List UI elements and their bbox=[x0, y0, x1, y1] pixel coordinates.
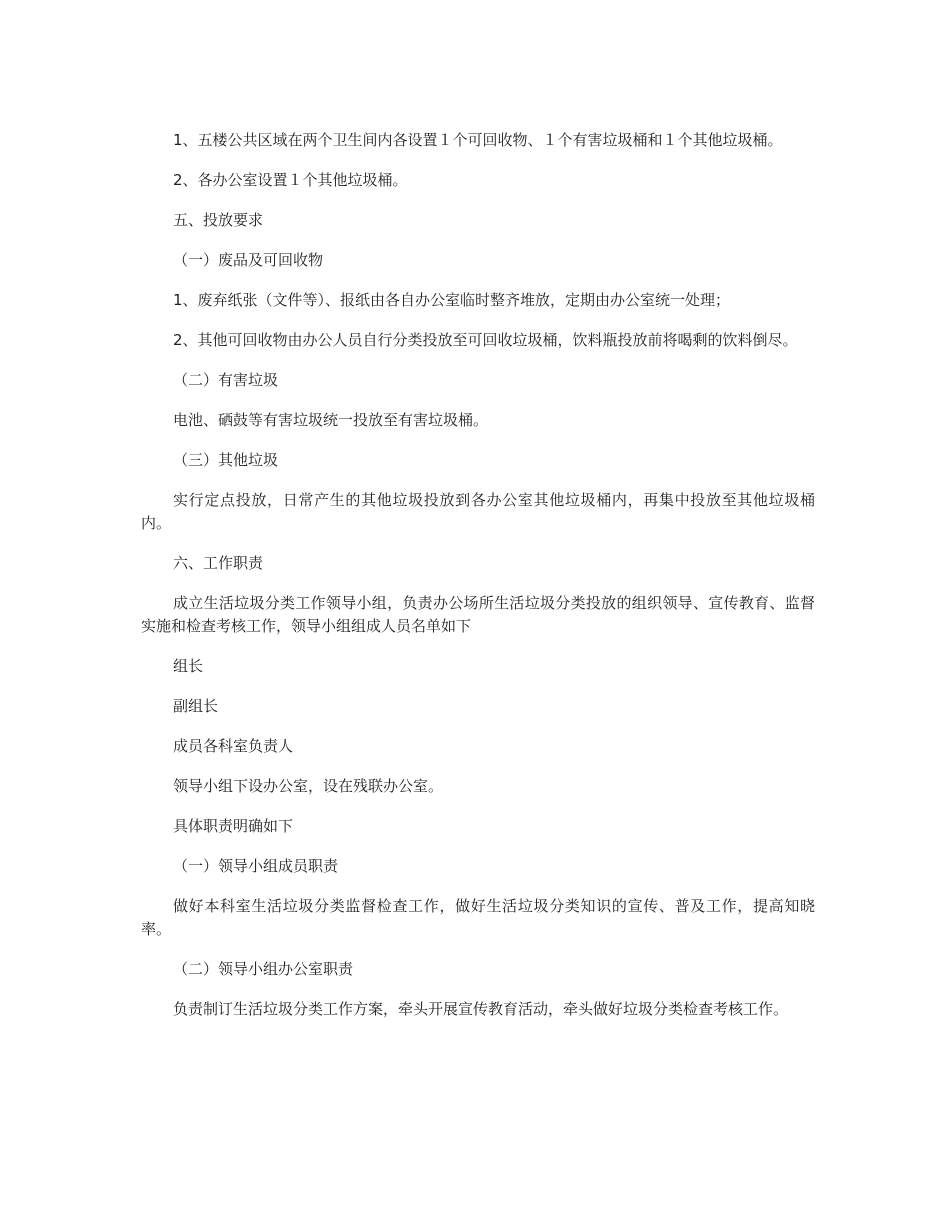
section-heading: 六、工作职责 bbox=[173, 554, 264, 572]
paragraph: 1、五楼公共区域在两个卫生间内各设置１个可回收物、１个有害垃圾桶和１个其他垃圾桶。 bbox=[173, 131, 783, 149]
subsection-heading: （一）领导小组成员职责 bbox=[173, 857, 339, 875]
paragraph: 具体职责明确如下 bbox=[173, 817, 294, 835]
paragraph: 2、各办公室设置１个其他垃圾桶。 bbox=[173, 171, 408, 189]
paragraph: 组长 bbox=[173, 657, 204, 675]
subsection-heading: （三）其他垃圾 bbox=[173, 451, 279, 469]
paragraph: 副组长 bbox=[173, 697, 219, 715]
paragraph: 成立生活垃圾分类工作领导小组，负责办公场所生活垃圾分类投放的组织领导、宣传教育、监督实施和检查考核工作，领导小组组成人员名单如下 bbox=[141, 594, 815, 635]
paragraph: 负责制订生活垃圾分类工作方案，牵头开展宣传教育活动，牵头做好垃圾分类检查考核工作。 bbox=[173, 1000, 789, 1018]
subsection-heading: （二）有害垃圾 bbox=[173, 371, 279, 389]
paragraph: 电池、硒鼓等有害垃圾统一投放至有害垃圾桶。 bbox=[173, 411, 489, 429]
paragraph: 实行定点投放，日常产生的其他垃圾投放到各办公室其他垃圾桶内，再集中投放至其他垃圾桶内。 bbox=[141, 491, 815, 532]
subsection-heading: （一）废品及可回收物 bbox=[173, 251, 324, 269]
paragraph: 成员各科室负责人 bbox=[173, 737, 294, 755]
paragraph: 领导小组下设办公室，设在残联办公室。 bbox=[173, 777, 444, 795]
document-body bbox=[141, 129, 815, 1038]
paragraph: 2、其他可回收物由办公人员自行分类投放至可回收垃圾桶，饮料瓶投放前将喝剩的饮料倒尽。 bbox=[173, 331, 798, 349]
subsection-heading: （二）领导小组办公室职责 bbox=[173, 960, 354, 978]
paragraph: 做好本科室生活垃圾分类监督检查工作，做好生活垃圾分类知识的宣传、普及工作，提高知晓率。 bbox=[141, 897, 815, 938]
section-heading: 五、投放要求 bbox=[173, 211, 264, 229]
paragraph: 1、废弃纸张（文件等）、报纸由各自办公室临时整齐堆放，定期由办公室统一处理； bbox=[173, 291, 731, 309]
